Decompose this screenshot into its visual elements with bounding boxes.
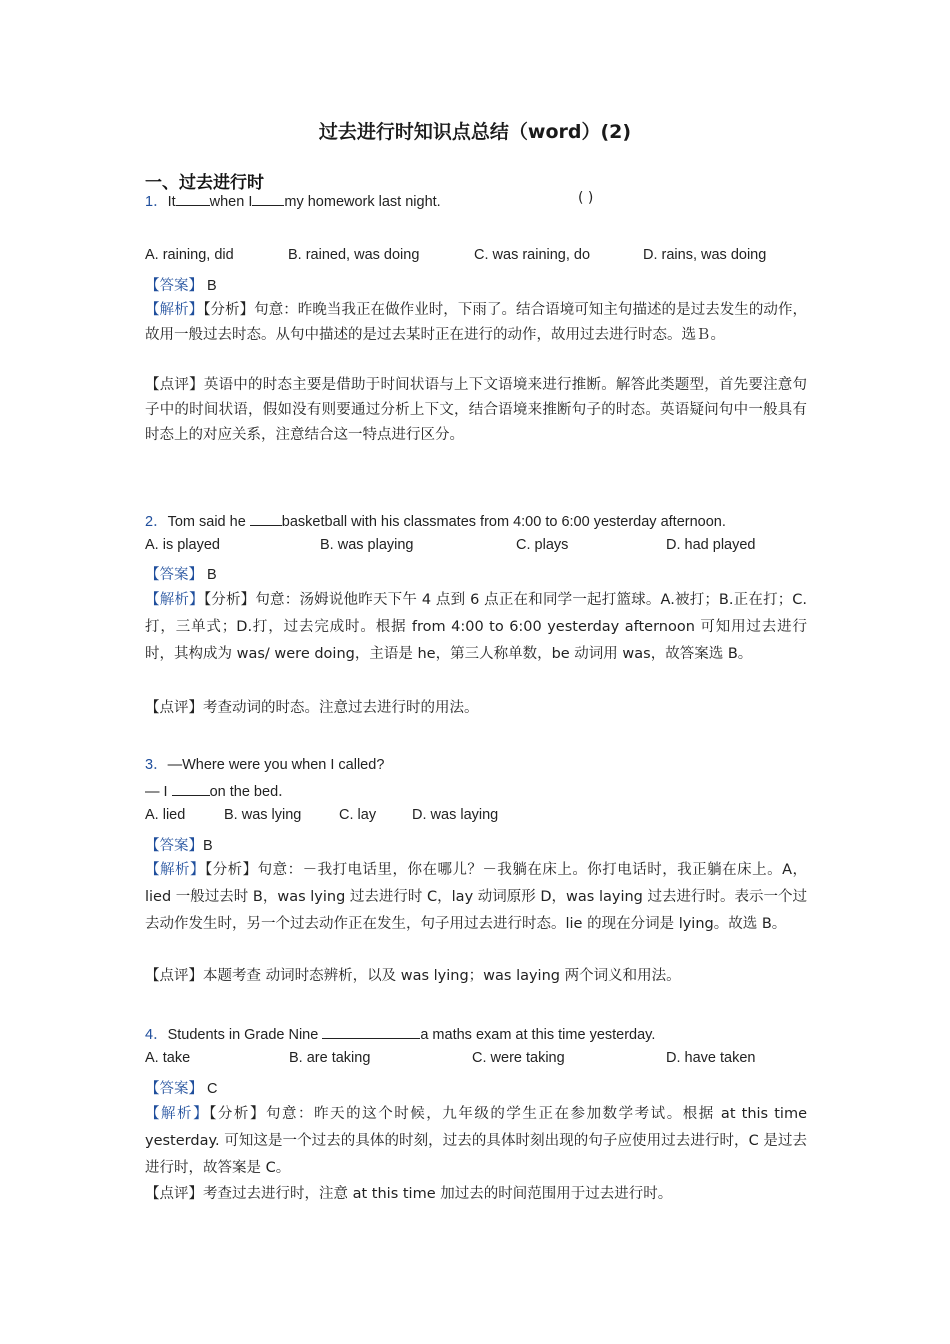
analysis: 【解析】【分析】句意：－我打电话里，你在哪儿？－我躺在床上。你打电话时，我正躺在床上。A，lied 一般过去时 B，was lying 过去进行时 C，lay 动词原形 D，was laying 过去进行时。表示一个过去动作发生时，另一个过去动作正在发生，句子用过去进行时态。lie 的现在分词是 lying。故选 B。 [145,862,808,932]
answer-tag: 【答案】 [145,567,203,583]
blank [250,511,282,526]
option-c: C. was raining, do [474,247,591,263]
option-a: A. is played [145,537,220,553]
question-number: 3． [145,757,168,773]
question-4: 4．Students in Grade Nine a maths exam at this time yesterday. [145,1023,655,1044]
blank [322,1024,420,1039]
question-number: 4． [145,1027,168,1043]
option-d: D. have taken [666,1050,756,1066]
question-1: 1．It when I my homework last night. [145,190,441,211]
option-b: B. rained, was doing [288,247,420,263]
answer-tag: 【答案】 [145,838,203,854]
answer-value: B [207,567,217,583]
question-2: 2．Tom said he basketball with his classmates from 4:00 to 6:00 yesterday afternoon. [145,510,726,531]
page-title: 过去进行时知识点总结（word）(2) [318,121,632,143]
option-d: D. had played [666,537,756,553]
answer-tag: 【答案】 [145,278,203,294]
section-heading: 一、过去进行时 [145,173,264,193]
answer-value: B [203,838,213,854]
answer-line [145,274,217,295]
analysis: 【解析】【分析】句意：昨天的这个时候，九年级的学生正在参加数学考试。根据 at this time yesterday. 可知这是一个过去的具体的时刻，过去的具体时刻出现的句子应使用过去进行时，C 是过去进行时，故答案是 C。 [145,1106,807,1176]
blank [176,191,210,206]
answer-line [145,834,213,855]
analysis: 【解析】【分析】句意：昨晚当我正在做作业时，下雨了。结合语境可知主句描述的是过去发生的动作，故用一般过去时态。从句中描述的是过去某时正在进行的动作，故用过去进行时态。选Ｂ。 [145,302,807,343]
comment: 【点评】本题考查 动词时态辨析，以及 was lying；was laying 两个词义和用法。 [145,968,681,984]
option-a: A. take [145,1050,191,1066]
option-c: C. lay [339,807,377,823]
answer-value: B [207,278,217,294]
question-number: 2． [145,514,168,530]
option-c: C. plays [516,537,569,553]
answer-value: C [207,1081,218,1097]
question-3: 3．—Where were you when I called? [145,757,385,773]
comment: 【点评】英语中的时态主要是借助于时间状语与上下文语境来进行推断。解答此类题型，首先要注意句子中的时间状语，假如没有则要通过分析上下文，结合语境来推断句子的时态。英语疑问句中一般具有时态上的对应关系，注意结合这一特点进行区分。 [145,377,807,443]
option-b: B. was lying [224,807,302,823]
question-3-reply: — I on the bed． [145,780,293,801]
option-c: C. were taking [472,1050,565,1066]
answer-tag: 【答案】 [145,1081,203,1097]
blank [172,781,210,796]
blank [252,191,284,206]
question-number: 1． [145,194,168,210]
option-b: B. was playing [320,537,414,553]
answer-line [145,1077,218,1098]
comment: 【点评】考查过去进行时，注意 at this time 加过去的时间范围用于过去进行时。 [145,1186,673,1202]
comment: 【点评】考查动词的时态。注意过去进行时的用法。 [145,700,479,716]
option-d: D. was laying [412,807,499,823]
option-d: D. rains, was doing [643,247,767,263]
answer-line [145,563,217,584]
option-a: A. lied [145,807,186,823]
option-b: B. are taking [289,1050,371,1066]
answer-bracket: ( ) [578,190,594,206]
analysis: 【解析】【分析】句意：汤姆说他昨天下午 4 点到 6 点正在和同学一起打篮球。A.被打；B.正在打；C.打，三单式；D.打，过去完成时。根据 from 4:00 to 6:00 yesterday afternoon 可知用过去进行时，其构成为 was/ were doing，主语是 he，第三人称单数，be 动词用 was，故答案选 B。 [145,592,808,662]
option-a: A. raining, did [145,247,234,263]
